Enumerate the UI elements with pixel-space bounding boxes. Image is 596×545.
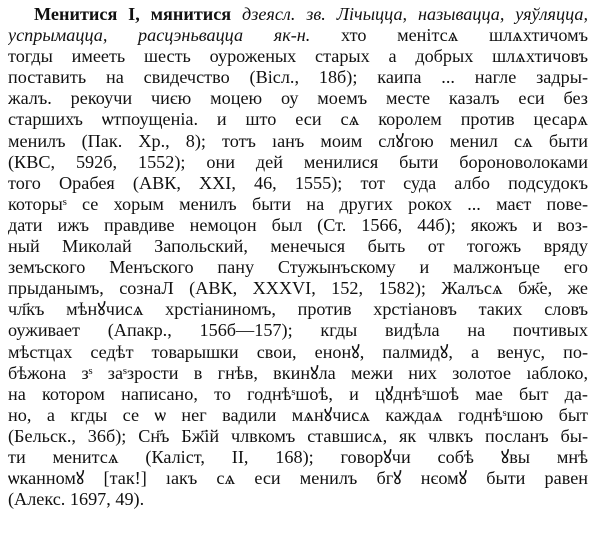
entry-line: дати ижъ правдиве немоцон был (Ст. 1566, 44б); якожъ и воз- xyxy=(8,214,588,235)
entry-head-line xyxy=(8,4,588,25)
entry-line: земъского Менъского пану Стужынъскому и малжонъце его xyxy=(8,257,588,278)
entry-line: поставить на свидечство (Вісл., 18б); каипа ... нагле задры- xyxy=(8,67,588,88)
dictionary-entry xyxy=(8,4,588,510)
grammar-label: дзеясл. зв. xyxy=(242,4,326,24)
entry-line: ный Миколай Запольский, менечыся быть от тогожъ вряду xyxy=(8,236,588,257)
entry-line: чл҃къ мѣнꙋчисѧ хрстіаниномъ, против хрстіановъ таких словъ xyxy=(8,299,588,320)
entry-line: менилъ (Пак. Хр., 8); тотъ ıанъ моим слꙋгою менил сѧ быти xyxy=(8,130,588,151)
entry-line: того Орабея (АВК, XXI, 46, 1555); тот суда албо подсудокъ xyxy=(8,172,588,193)
entry-line: старшихъ ѡтпоущеніа. и што еси сѧ королем против цесарѧ xyxy=(8,109,588,130)
entry-line: (Алекс. 1697, 49). xyxy=(8,489,145,510)
entry-line: ѡканномꙋ [так!] ıакъ сѧ еси менилъ бгꙋ нєомꙋ быти равен xyxy=(8,468,588,489)
entry-line: прыданымъ, сознаЛ (АВК, XXXVI, 152, 1582); Жалъсѧ бж҃е, же xyxy=(8,278,588,299)
citation-text: хто менітсѧ шлѧхтичомъ xyxy=(340,25,588,46)
entry-line: которыˢ се хорым менилъ быти на других рокох ... маєт пове- xyxy=(8,193,588,214)
entry-line: (Бельск., 36б); Сн҃ъ Бж҃ій члвкомъ ставшисѧ, як члвкъ посланъ бы- xyxy=(8,425,588,446)
entry-line: ти менитсѧ (Каліст, II, 168); говорꙋчи собѣ ꙋвы мнѣ xyxy=(8,446,588,467)
entry-line xyxy=(8,25,588,46)
entry-line: но, а кгды се ѡ нег вадили мѧнꙋчисѧ каждаѧ годнѣˢшою быт xyxy=(8,404,588,425)
entry-line: на котором написано, то годнѣˢшоѣ, и цꙋднѣˢшоѣ мае быт да- xyxy=(8,383,588,404)
entry-line: оуживает (Апакр., 156б—157); кгды видѣла на почтивых xyxy=(8,320,588,341)
entry-line: (КВС, 592б, 1552); они дей менилися быти бороноволоками xyxy=(8,151,588,172)
entry-line: мѣстцах седѣт товарышки свои, енонꙋ, палмидꙋ, а венус, по- xyxy=(8,341,588,362)
entry-line: жалъ. рекоучи чиєю моцею оу моемъ месте казалъ еси без xyxy=(8,88,588,109)
headword: Менитися I, мянитися xyxy=(34,4,232,24)
entry-line: бѣжона зˢ заˢзрости в гнѣв, вкинꙋла межи них золотое ıаблоко, xyxy=(8,362,588,383)
gloss-part-1: Лічыцца, называцца, уяўляцца, xyxy=(336,4,588,24)
entry-line: тогды имееть шесть оуроженых старых а добрых шлѧхтичовъ xyxy=(8,46,588,67)
gloss-part-2: успрымацца, расцэньвацца як-н. xyxy=(8,25,311,46)
